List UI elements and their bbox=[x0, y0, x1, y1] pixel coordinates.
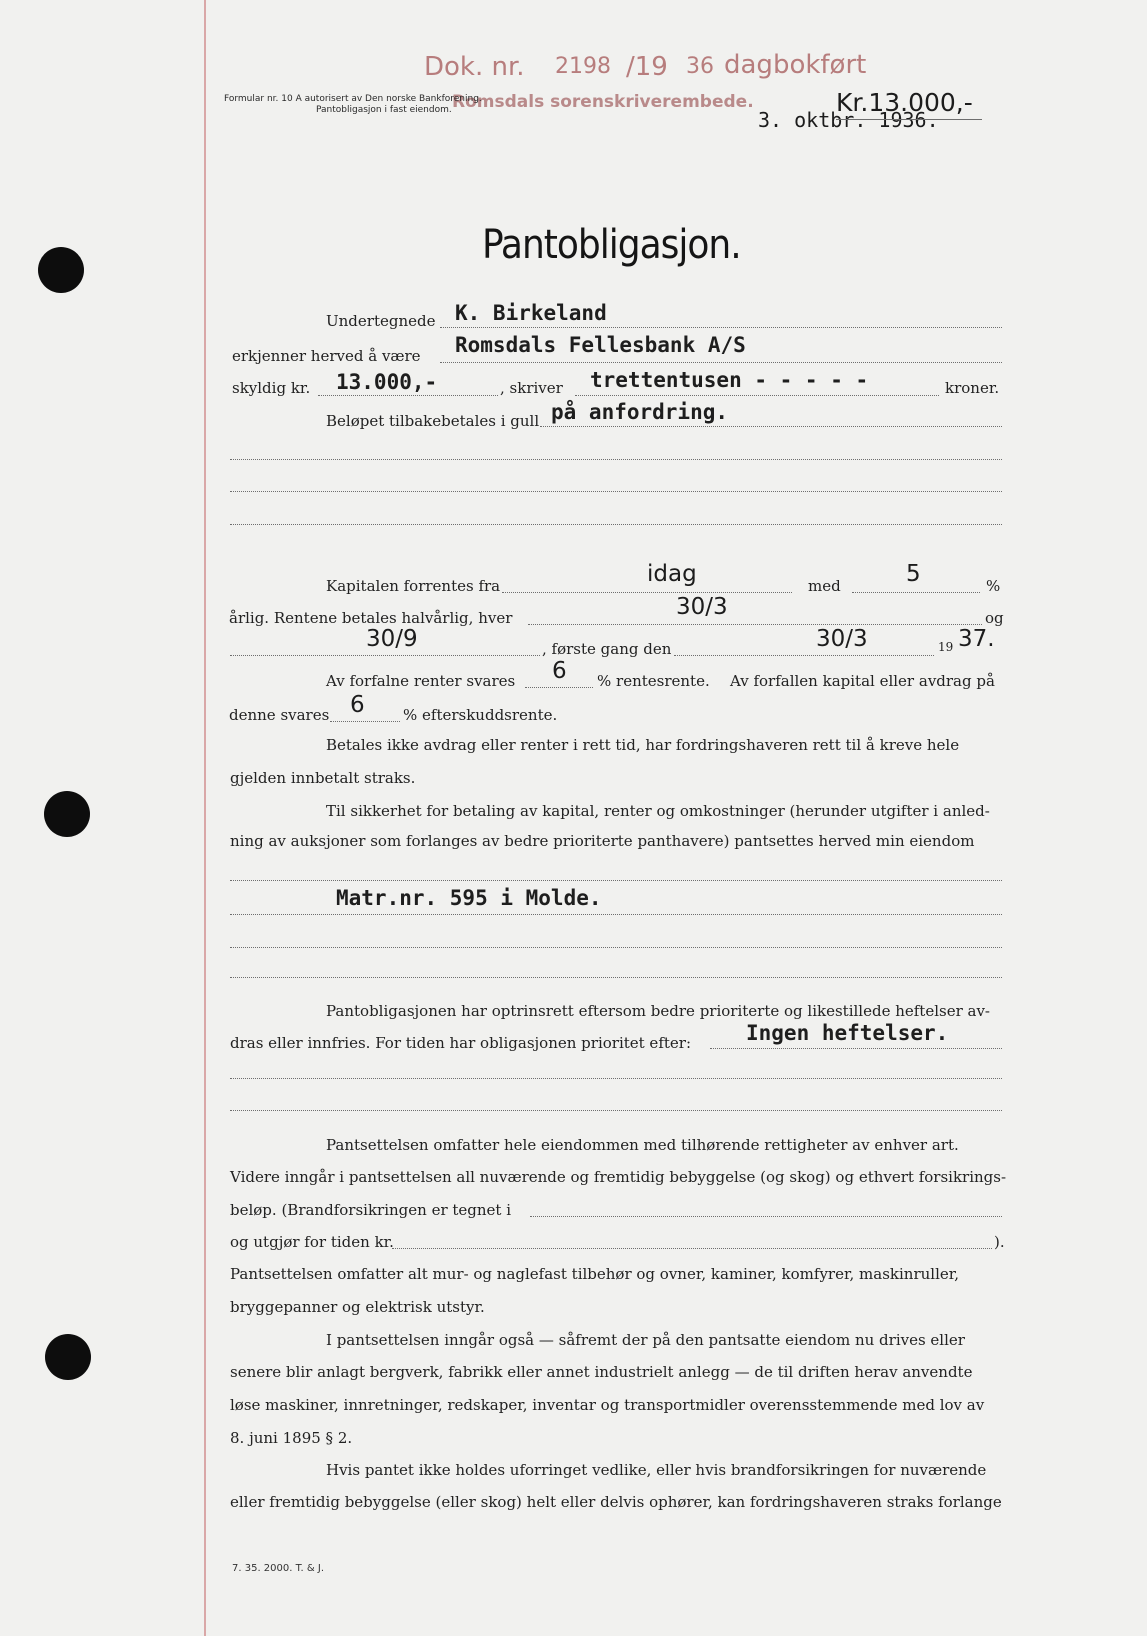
registration-date: 3. oktbr. 1936. bbox=[758, 108, 939, 132]
hver-line bbox=[528, 624, 982, 625]
amount-underline bbox=[836, 119, 982, 120]
skriver-value: trettentusen - - - - - bbox=[590, 368, 869, 392]
dok-stamp-year-suffix: 36 bbox=[686, 54, 714, 79]
fra-value: idag bbox=[647, 561, 697, 587]
sikkerhet-line-2: ning av auksjoner som forlanges av bedre prioriterte panthavere) pantsettes herved min eiendom bbox=[230, 832, 975, 850]
blank-line-1 bbox=[230, 459, 1002, 460]
blank-line-7 bbox=[230, 1110, 1002, 1111]
forfallen-text: Av forfallen kapital eller avdrag på bbox=[730, 672, 995, 690]
dok-stamp-status: dagbokført bbox=[724, 50, 867, 80]
blank-line-4 bbox=[230, 947, 1002, 948]
undertegnede-line bbox=[440, 327, 1002, 328]
belopet-value: på anfordring. bbox=[551, 400, 729, 424]
blank-line-6 bbox=[230, 1078, 1002, 1079]
skyldig-line bbox=[318, 395, 498, 396]
skriver-label: , skriver bbox=[500, 379, 563, 397]
fra-line bbox=[502, 592, 792, 593]
erkjenner-label: erkjenner herved å være bbox=[232, 347, 421, 365]
office-stamp: Romsdals sorenskriverembede. bbox=[452, 92, 754, 112]
forfalne-line bbox=[525, 687, 593, 688]
arlig-label: årlig. Rentene betales halvårlig, hver bbox=[229, 609, 513, 627]
belopet-label: Beløpet tilbakebetales i gull bbox=[326, 412, 540, 430]
skyldig-label: skyldig kr. bbox=[232, 379, 311, 397]
denne-line bbox=[330, 721, 400, 722]
omfatter-line-1: Pantsettelsen omfatter hele eiendommen med tilhørende rettigheter av enhver art. bbox=[326, 1136, 959, 1154]
erkjenner-line bbox=[440, 362, 1002, 363]
kroner-label: kroner. bbox=[945, 379, 1000, 397]
mur-line-1: Pantsettelsen omfatter alt mur- og naglefast tilbehør og ovner, kaminer, komfyrer, maskinruller, bbox=[230, 1265, 960, 1283]
betales-line-1: Betales ikke avdrag eller renter i rett tid, har fordringshaveren rett til å kreve hele bbox=[326, 736, 960, 754]
forfalne-value: 6 bbox=[552, 658, 567, 684]
erkjenner-value: Romsdals Fellesbank A/S bbox=[455, 333, 746, 357]
document-title: Pantobligasjon. bbox=[482, 222, 741, 268]
prioritet-value: Ingen heftelser. bbox=[746, 1021, 949, 1045]
property-line-above bbox=[230, 880, 1002, 881]
dok-stamp-label: Dok. nr. bbox=[424, 52, 525, 82]
prioritet-line bbox=[710, 1048, 1002, 1049]
vedlike-line-2: eller fremtidig bebyggelse (eller skog) helt eller delvis ophører, kan fordringshaveren straks forlange bbox=[230, 1493, 1002, 1511]
registration-amount: Kr.13.000,- bbox=[836, 88, 973, 117]
binder-hole-bottom bbox=[45, 1334, 91, 1380]
sikkerhet-line-1: Til sikkerhet for betaling av kapital, renter og omkostninger (herunder utgifter i anled- bbox=[326, 802, 990, 820]
dok-stamp-year-prefix: /19 bbox=[626, 52, 668, 82]
med-label: med bbox=[808, 577, 841, 595]
undertegnede-label: Undertegnede bbox=[326, 312, 436, 330]
etterskudd-label: % efterskuddsrente. bbox=[403, 706, 558, 724]
denne-label: denne svares bbox=[229, 706, 330, 724]
omfatter-line-2: Videre inngår i pantsettelsen all nuværende og fremtidig bebyggelse (og skog) og ethvert forsikrings- bbox=[230, 1168, 1007, 1186]
year-prefix: 19 bbox=[938, 640, 954, 654]
skriver-line bbox=[575, 395, 939, 396]
forste-value: 30/3 bbox=[816, 626, 868, 652]
brandforsikring-line bbox=[530, 1216, 1002, 1217]
margin-rule bbox=[204, 0, 206, 1636]
undertegnede-value: K. Birkeland bbox=[455, 301, 607, 325]
og-label: og bbox=[985, 609, 1004, 627]
blank-line-2 bbox=[230, 491, 1002, 492]
second-date-line bbox=[230, 655, 540, 656]
second-date-value: 30/9 bbox=[366, 626, 418, 652]
forste-label: , første gang den bbox=[542, 640, 672, 658]
omfatter-line-3: beløp. (Brandforsikringen er tegnet i bbox=[230, 1201, 512, 1219]
betales-line-2: gjelden innbetalt straks. bbox=[230, 769, 416, 787]
utgjor-line bbox=[392, 1248, 992, 1249]
rate-pct: % bbox=[986, 577, 1001, 595]
industri-line-3: løse maskiner, innretninger, redskaper, inventar og transportmidler overensstemmende med lov av bbox=[230, 1396, 985, 1414]
property-value: Matr.nr. 595 i Molde. bbox=[336, 886, 602, 910]
rate-line bbox=[852, 592, 980, 593]
blank-line-5 bbox=[230, 977, 1002, 978]
industri-line-4: 8. juni 1895 § 2. bbox=[230, 1429, 353, 1447]
skyldig-value: 13.000,- bbox=[336, 370, 438, 394]
omfatter-line-4: og utgjør for tiden kr. bbox=[230, 1233, 394, 1251]
rentesrente-label: % rentesrente. bbox=[597, 672, 710, 690]
fra-label: Kapitalen forrentes fra bbox=[326, 577, 501, 595]
optrinsrett-line-2: dras eller innfries. For tiden har obligasjonen prioritet efter: bbox=[230, 1034, 691, 1052]
hver-value: 30/3 bbox=[676, 594, 728, 620]
year-value: 37. bbox=[958, 626, 995, 652]
binder-hole-middle bbox=[44, 791, 90, 837]
form-note-line1: Formular nr. 10 A autorisert av Den norske Bankforening. bbox=[224, 94, 482, 104]
rate-value: 5 bbox=[906, 561, 921, 587]
mur-line-2: bryggepanner og elektrisk utstyr. bbox=[230, 1298, 485, 1316]
optrinsrett-line-1: Pantobligasjonen har optrinsrett eftersom bedre prioriterte og likestillede heftelser av- bbox=[326, 1002, 990, 1020]
printer-footer: 7. 35. 2000. T. & J. bbox=[232, 1563, 324, 1574]
form-note-line2: Pantobligasjon i fast eiendom. bbox=[316, 105, 452, 115]
binder-hole-top bbox=[38, 247, 84, 293]
belopet-line bbox=[540, 426, 1002, 427]
vedlike-line-1: Hvis pantet ikke holdes uforringet vedlike, eller hvis brandforsikringen for nuværende bbox=[326, 1461, 987, 1479]
blank-line-3 bbox=[230, 524, 1002, 525]
industri-line-2: senere blir anlagt bergverk, fabrikk eller annet industrielt anlegg — de til driften herav anvendte bbox=[230, 1363, 973, 1381]
denne-value: 6 bbox=[350, 692, 365, 718]
industri-line-1: I pantsettelsen inngår også — såfremt der på den pantsatte eiendom nu drives eller bbox=[326, 1331, 965, 1349]
property-line bbox=[230, 914, 1002, 915]
forste-line bbox=[674, 655, 934, 656]
omfatter-line-4-end: ). bbox=[994, 1233, 1005, 1251]
dok-stamp-number: 2198 bbox=[555, 54, 611, 79]
forfalne-label: Av forfalne renter svares bbox=[326, 672, 516, 690]
